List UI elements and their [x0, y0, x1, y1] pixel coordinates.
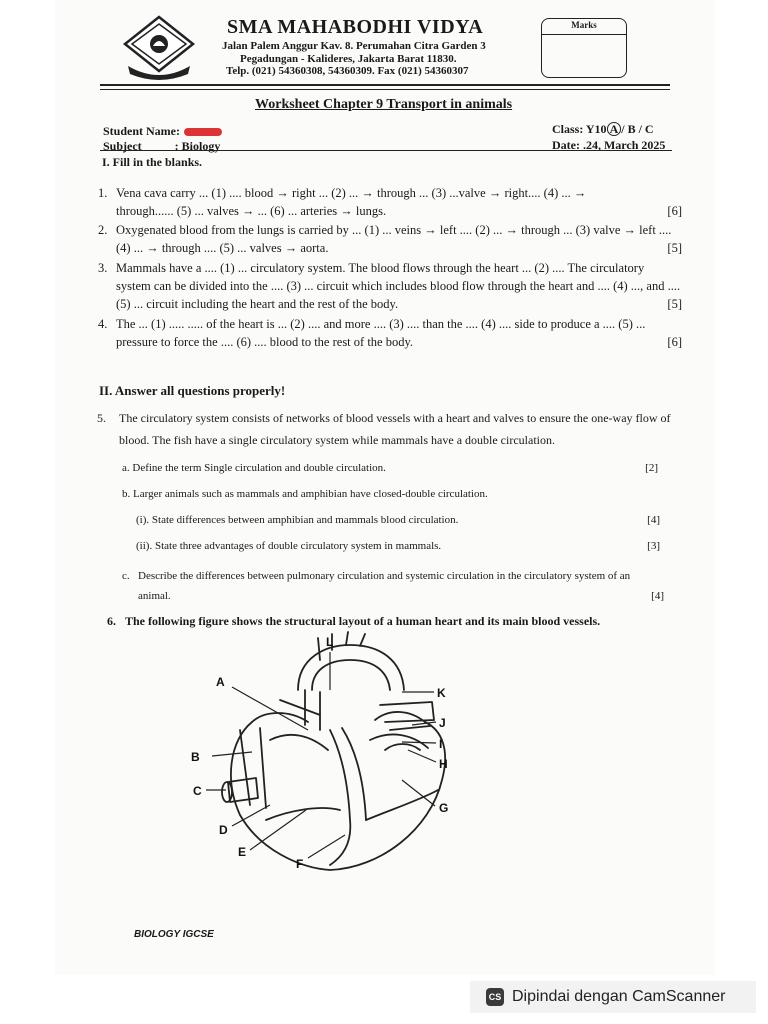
label-h: H	[439, 757, 448, 771]
marks-label: Marks	[571, 20, 597, 30]
label-a: A	[216, 675, 225, 689]
class-row	[552, 122, 654, 137]
label-l: L	[326, 635, 334, 649]
class-rest: / B / C	[621, 122, 654, 136]
sub-label: b.	[122, 488, 131, 500]
redacted-name	[184, 128, 222, 136]
sub-marks: [4]	[651, 590, 664, 602]
question-5b-ii	[136, 540, 660, 552]
camscanner-icon: CS	[486, 988, 504, 1006]
question-text: Mammals have a .... (1) ... circulatory system. The blood flows through the heart ... (2) .... The circulatory system can be divided into the .... (3) ... circuit which includes blood flow through the heart and .... (4) ..., and .... (5) ... circuit including the heart and the rest of the body.	[116, 261, 681, 311]
label-e: E	[238, 845, 247, 859]
question-marks: [6]	[667, 335, 682, 349]
heart-outline	[231, 722, 445, 870]
address-line-1: Jalan Palem Anggur Kav. 8. Perumahan Citra Garden 3	[222, 40, 486, 52]
address-line-2: Pegadungan - Kalideres, Jakarta Barat 11830.	[240, 53, 457, 65]
question-5b	[122, 488, 662, 500]
label-j: J	[439, 716, 446, 730]
sub-text: State three advantages of double circulatory system in mammals.	[154, 540, 442, 552]
sub-text: Define the term Single circulation and double circulation.	[132, 462, 386, 474]
sub-label: (i).	[136, 514, 150, 526]
header-rule	[100, 84, 670, 86]
label-i: I	[439, 737, 443, 751]
course-footer: BIOLOGY IGCSE	[134, 929, 214, 940]
student-name-label: Student Name:	[103, 124, 180, 138]
class-selected: A	[607, 122, 622, 136]
sub-label: (ii).	[136, 540, 153, 552]
meta-rule	[100, 150, 672, 151]
label-k: K	[437, 686, 446, 700]
label-d: D	[219, 823, 228, 837]
question-number: 1.	[98, 186, 108, 200]
question-text: Oxygenated blood from the lungs is carried by ... (1) ... veins → left .... (2) ... → through ... (3) valve → left .... (4) ... → through .... (5) ... valves → aorta.	[116, 223, 672, 255]
sub-text: State differences between amphibian and mammals blood circulation.	[151, 514, 459, 526]
question-text: The following figure shows the structural layout of a human heart and its main blood vessels.	[125, 614, 601, 628]
question-text: The ... (1) ..... ..... of the heart is ... (2) .... and more .... (3) .... than the .... (4) .... side to produce a .... (5) ... pressure to force the .... (6) .... blood to the rest of the body.	[116, 317, 646, 349]
sub-label: c.	[122, 570, 130, 582]
question-number: 6.	[107, 614, 116, 628]
question-5c	[122, 566, 674, 606]
question-marks: [6]	[667, 204, 682, 218]
label-b: B	[191, 750, 200, 764]
class-label: Class: Y10	[552, 122, 607, 136]
camscanner-text: Dipindai dengan CamScanner	[512, 988, 726, 1005]
subject-value: : Biology	[174, 139, 221, 153]
phone-line: Telp. (021) 54360308, 54360309. Fax (021) 54360307	[226, 65, 469, 77]
question-number: 5.	[97, 411, 106, 425]
sub-marks: [2]	[645, 462, 658, 474]
sub-text: Larger animals such as mammals and amphibian have closed-double circulation.	[133, 488, 488, 500]
camscanner-watermark	[470, 981, 756, 1013]
question-6	[107, 614, 600, 629]
sub-label: a.	[122, 462, 130, 474]
label-f: F	[296, 857, 304, 871]
student-name-row	[103, 124, 222, 139]
question-number: 4.	[98, 317, 108, 331]
question-marks: [5]	[667, 297, 682, 311]
question-5	[97, 407, 687, 451]
question-1	[98, 184, 682, 220]
marks-box	[541, 18, 627, 78]
aortic-arch	[312, 660, 390, 690]
question-5b-i	[136, 514, 660, 526]
question-number: 3.	[98, 261, 108, 275]
sub-marks: [3]	[647, 540, 660, 552]
subject-row	[103, 139, 220, 154]
question-5a	[122, 462, 658, 474]
question-text: The circulatory system consists of networks of blood vessels with a heart and valves to ensure the one-way flow of blood. The fish have a single circulatory system while mammals have a double circulation.	[119, 411, 671, 447]
date-field: Date: .24, March 2025	[552, 138, 666, 152]
question-2	[98, 221, 682, 257]
question-text: Vena cava carry ... (1) .... blood → right ... (2) ... → through ... (3) ...valve → right.... (4) ... → through...... (5) ... valves → ... (6) ... arteries → lungs.	[116, 186, 587, 218]
sub-marks: [4]	[647, 514, 660, 526]
question-3	[98, 259, 682, 313]
section-2-title: II. Answer all questions properly!	[99, 383, 286, 398]
subject-label: Subject	[103, 139, 142, 153]
label-c: C	[193, 784, 202, 798]
marks-divider	[542, 34, 626, 35]
label-g: G	[439, 801, 449, 815]
header-rule-thin	[100, 89, 670, 90]
worksheet-title: Worksheet Chapter 9 Transport in animals	[255, 97, 513, 112]
school-name: SMA MAHABODHI VIDYA	[227, 16, 484, 38]
heart-diagram	[180, 630, 480, 890]
school-logo	[118, 14, 200, 80]
question-marks: [5]	[667, 241, 682, 255]
question-4	[98, 315, 682, 351]
question-number: 2.	[98, 223, 108, 237]
sub-text: Describe the differences between pulmonary circulation and systemic circulation in the circulatory system of an animal.	[138, 570, 631, 602]
section-1-title: I. Fill in the blanks.	[102, 155, 203, 169]
